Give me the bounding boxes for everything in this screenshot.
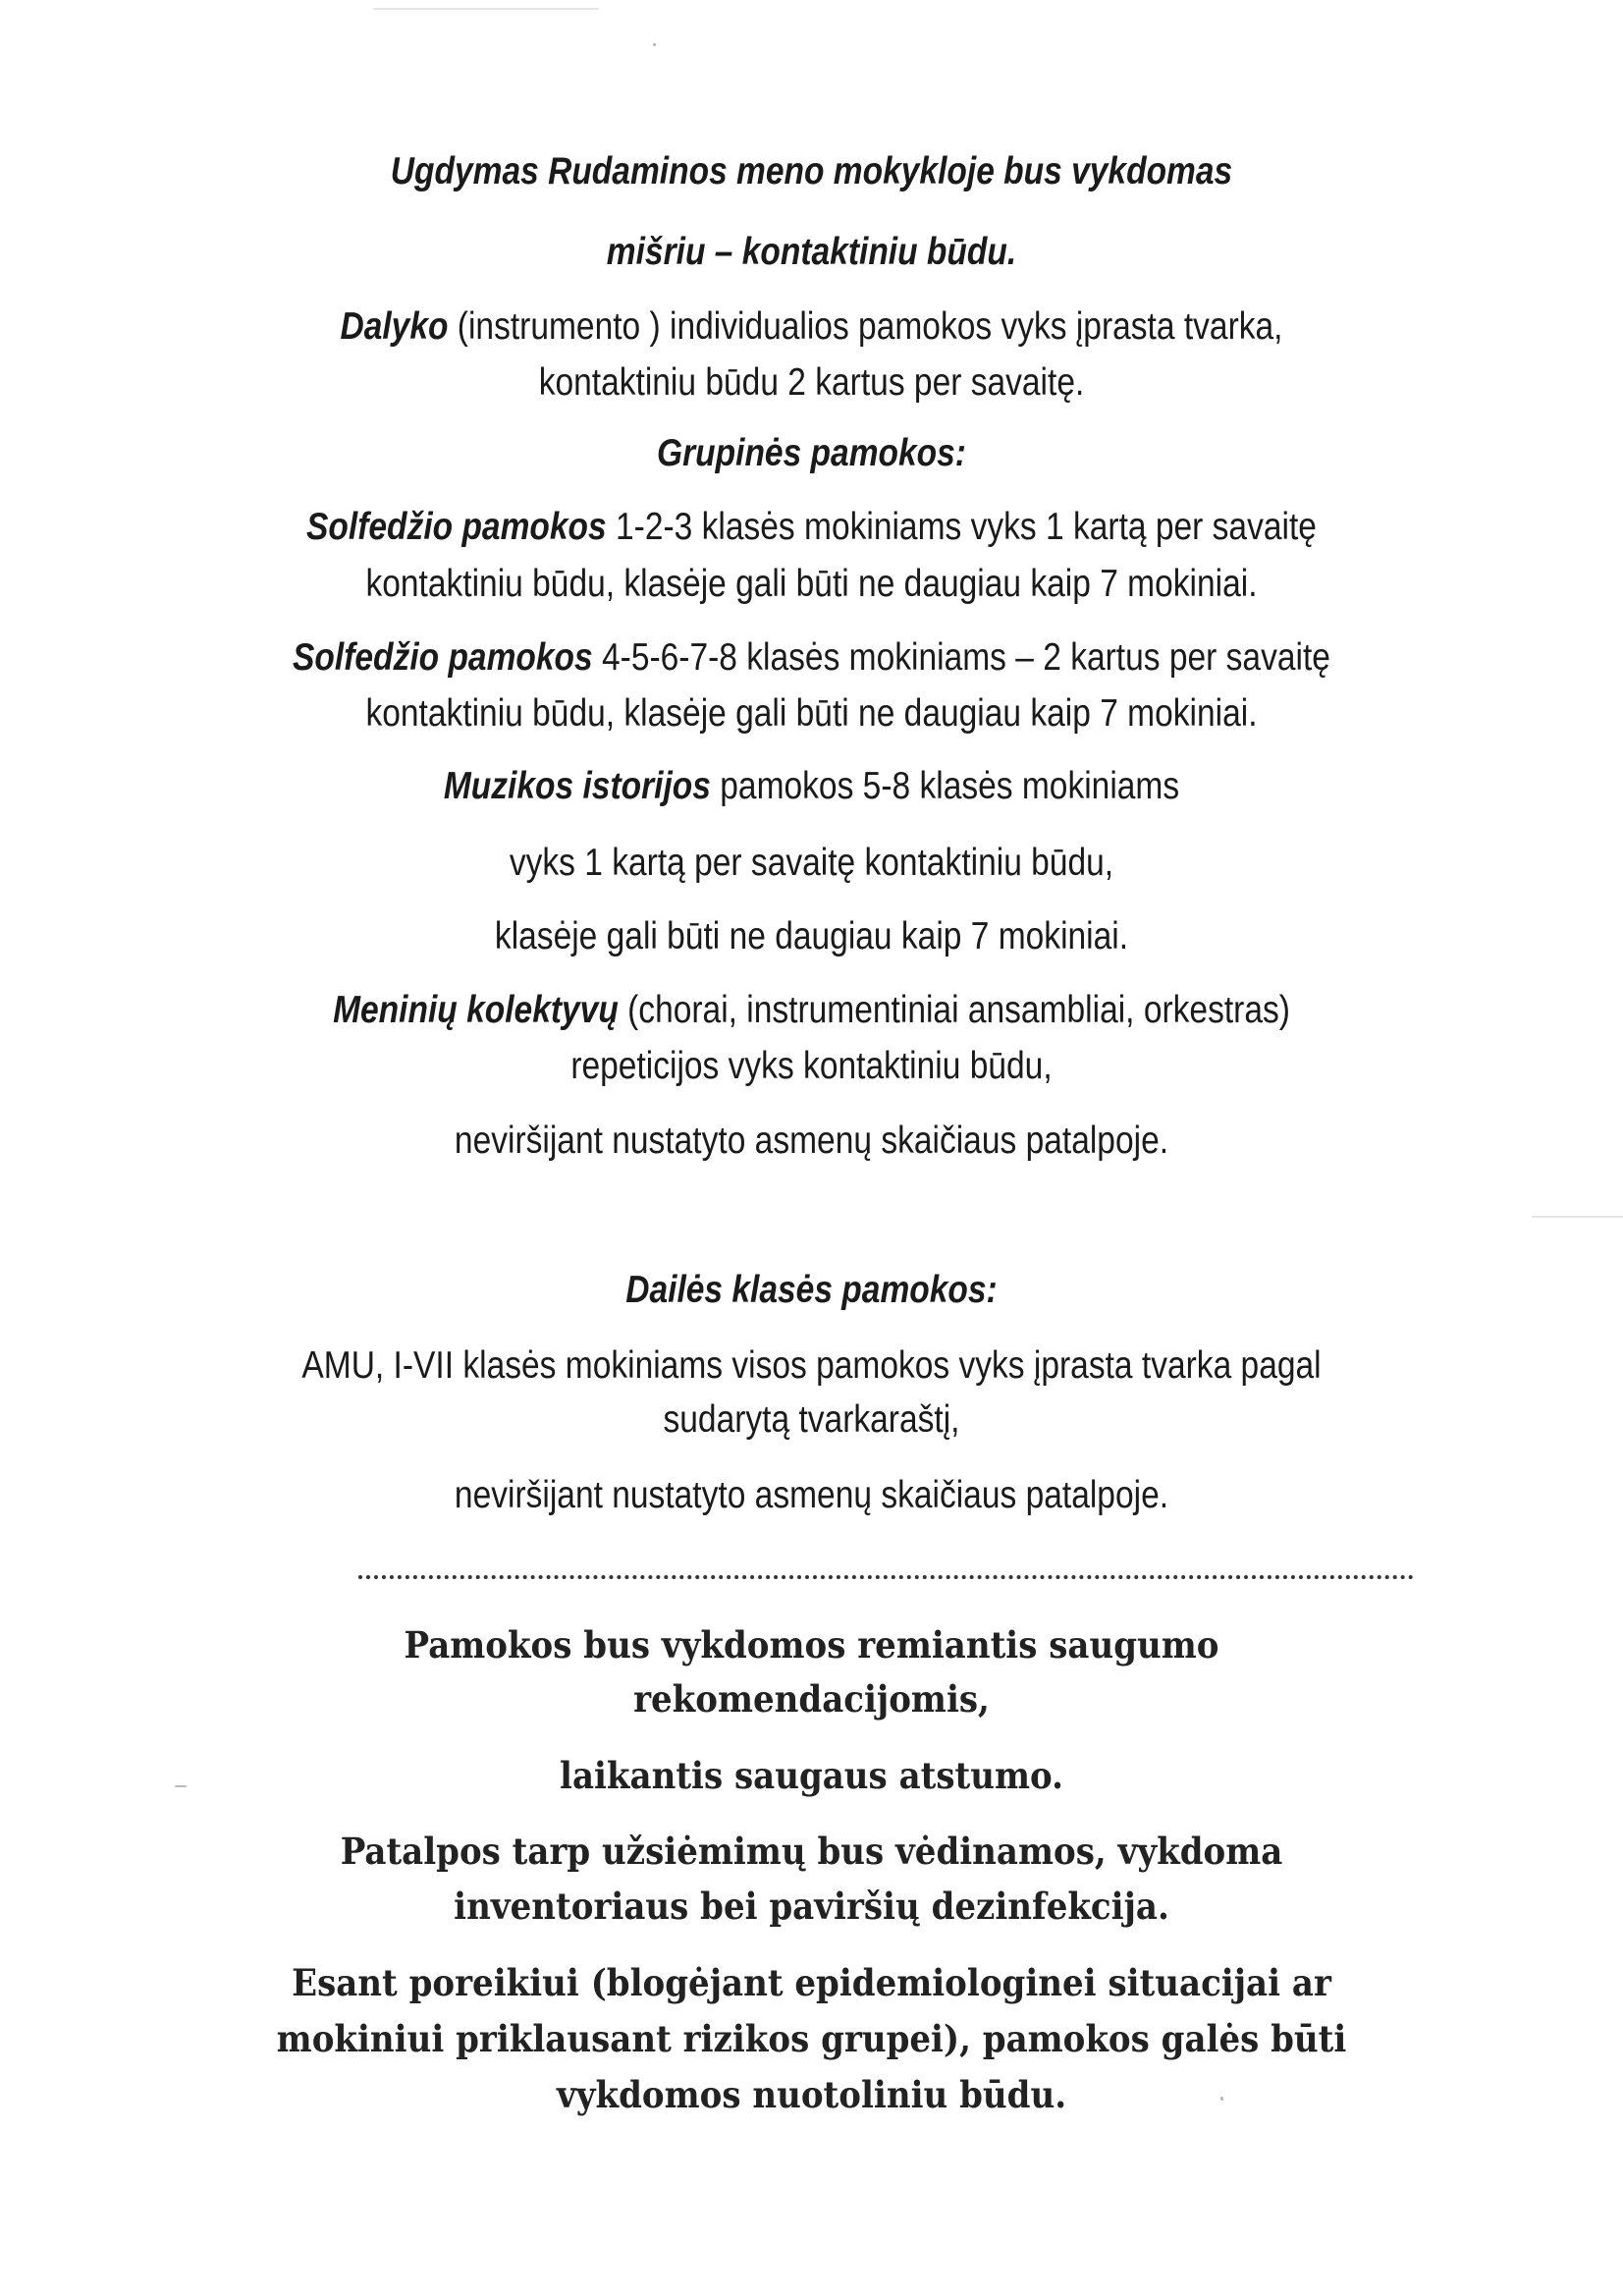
meniniu-text: (chorai, instrumentiniai ansambliai, orkestras) [618, 989, 1290, 1031]
safety-p3-line-2: inventoriaus bei paviršių dezinfekcija. [454, 1885, 1169, 1928]
dotted-separator [358, 1575, 1414, 1579]
muzikos-text: pamokos 5-8 klasės mokiniams [710, 765, 1180, 807]
muzikos-line-3: klasėje gali būti ne daugiau kaip 7 mokiniai. [494, 915, 1129, 957]
dalyko-paragraph-line-2: kontaktiniu būdu 2 kartus per savaitę. [538, 361, 1085, 404]
meniniu-line-3: neviršijant nustatyto asmenų skaičiaus patalpoje. [454, 1120, 1169, 1162]
solfedzio1-line-1 [241, 503, 1383, 552]
meniniu-line-2: repeticijos vyks kontaktiniu būdu, [570, 1045, 1053, 1087]
meniniu-line-1 [241, 986, 1383, 1035]
dalyko-paragraph-line-1 [241, 302, 1383, 352]
dailes-line-3: neviršijant nustatyto asmenų skaičiaus patalpoje. [454, 1474, 1169, 1516]
heading-line-1: Ugdymas Rudaminos meno mokykloje bus vykdomas [390, 150, 1233, 192]
safety-p4-line-1: Esant poreikiui (blogėjant epidemiologinei situacijai ar [292, 1961, 1331, 2004]
safety-p4-line-2: mokiniui priklausant rizikos grupei), pamokos galės būti [276, 2017, 1347, 2060]
solfedzio2-line-2: kontaktiniu būdu, klasėje gali būti ne daugiau kaip 7 mokiniai. [365, 692, 1258, 735]
scan-speck [175, 1785, 187, 1787]
dailes-line-2: sudarytą tvarkaraštį, [663, 1398, 960, 1441]
safety-p2: laikantis saugaus atstumo. [560, 1754, 1063, 1797]
scan-edge-line [373, 8, 599, 10]
muzikos-emphasis: Muzikos istorijos [443, 765, 711, 807]
dailes-line-1: AMU, I-VII klasės mokiniams visos pamokos vyks įprasta tvarka pagal [301, 1344, 1322, 1387]
solfedzio2-emphasis: Solfedžio pamokos [293, 636, 593, 679]
dalyko-emphasis: Dalyko [340, 305, 449, 348]
safety-p3-line-1: Patalpos tarp užsiėmimų bus vėdinamos, vykdoma [340, 1830, 1283, 1873]
meniniu-emphasis: Meninių kolektyvų [333, 989, 619, 1031]
safety-p1-line-2: rekomendacijomis, [633, 1677, 990, 1721]
solfedzio1-emphasis: Solfedžio pamokos [306, 506, 607, 548]
solfedzio2-text: 4-5-6-7-8 klasės mokiniams – 2 kartus per savaitę [592, 636, 1330, 679]
muzikos-line-1 [241, 762, 1383, 811]
safety-p4-line-3: vykdomos nuotoliniu būdu. [556, 2073, 1067, 2116]
solfedzio1-text: 1-2-3 klasės mokiniams vyks 1 kartą per savaitę [606, 506, 1317, 548]
dailes-title: Dailės klasės pamokos: [625, 1269, 998, 1311]
scan-edge-line [1532, 1216, 1623, 1218]
solfedzio1-line-2: kontaktiniu būdu, klasėje gali būti ne daugiau kaip 7 mokiniai. [365, 563, 1258, 605]
scan-speck [653, 43, 656, 46]
dalyko-text: (instrumento ) individualios pamokos vyks įprasta tvarka, [448, 305, 1283, 348]
heading-line-2: mišriu – kontaktiniu būdu. [606, 231, 1017, 273]
safety-p1-line-1: Pamokos bus vykdomos remiantis saugumo [404, 1623, 1219, 1667]
solfedzio2-line-1 [241, 633, 1383, 683]
grupines-title: Grupinės pamokos: [657, 432, 966, 474]
muzikos-line-2: vyks 1 kartą per savaitę kontaktiniu būdu, [509, 842, 1114, 884]
